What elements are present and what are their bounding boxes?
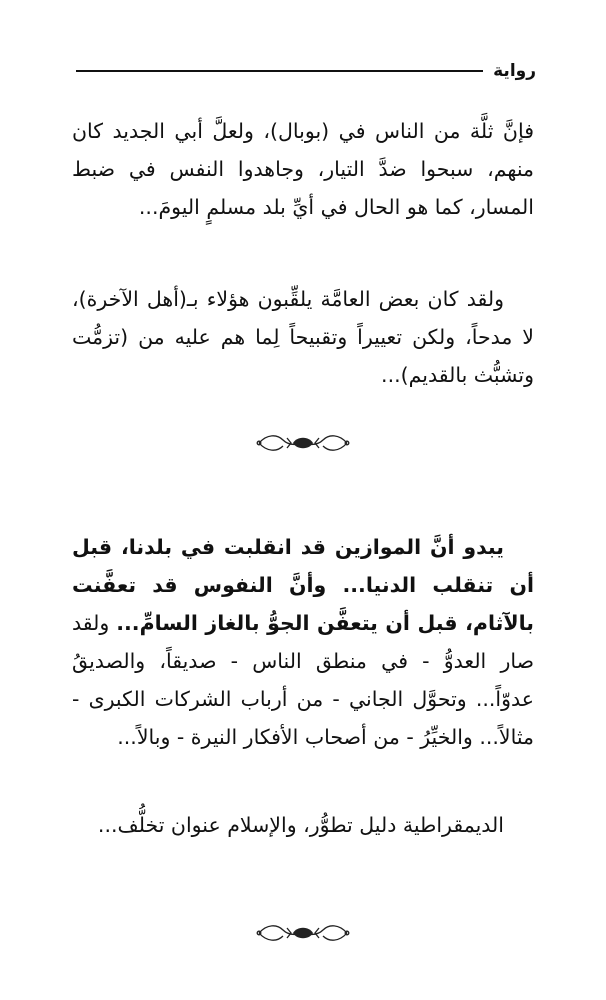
header-rule [76, 70, 483, 72]
floral-divider-icon [253, 428, 353, 458]
paragraph-3-bold-lead: يبدو أنَّ الموازين قد انقلبت في بلدنا، قبل أن تنقلب الدنيا... وأنَّ النفوس قد تعفَّنت بالآثام، قبل أن يتعفَّن الجوُّ بالغاز السامِّ... [72, 535, 535, 635]
paragraph-3-rest: ولقد صار العدوُّ - في منطق الناس - صديقاً، والصديقُ عدوّاً... وتحوَّل الجاني - من أرباب الشركات الكبرى - مثالاً... والخيِّرُ - من أصحاب الأفكار النيرة - وبالاً... [72, 611, 534, 749]
header-title: رواية [493, 61, 536, 81]
floral-divider-icon [253, 918, 353, 948]
paragraph-2: ولقد كان بعض العامَّة يلقِّبون هؤلاء بـ(أهل الآخرة)، لا مدحاً، ولكن تعييراً وتقبيحاً لِما هم عليه من (تزمُّت وتشبُّث بالقديم)... [72, 287, 534, 387]
paragraph-4: الديمقراطية دليل تطوُّر، والإسلام عنوان تخلُّف... [97, 813, 504, 837]
paragraph-1: فإنَّ ثلَّة من الناس في (بوبال)، ولعلَّ أبي الجديد كان منهم، سبحوا ضدَّ التيار، وجاهدوا النفس في ضبط المسار، كما هو الحال في أيِّ بلد مسلمٍ اليومَ... [72, 119, 534, 219]
page-header [76, 56, 536, 86]
paragraph-3 [72, 528, 534, 756]
